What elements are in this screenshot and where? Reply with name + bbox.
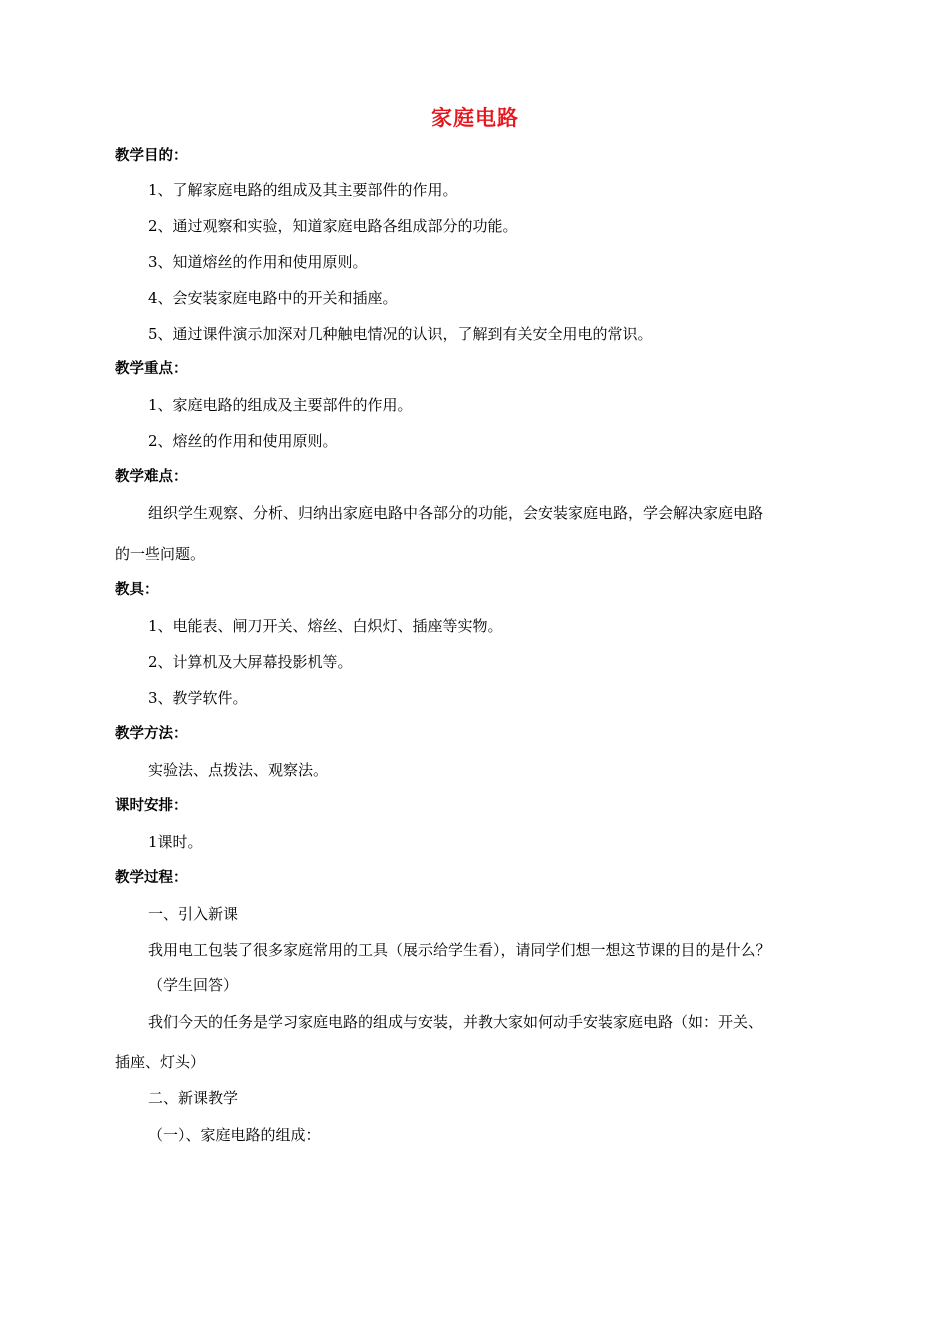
key-point-item: 2、熔丝的作用和使用原则。 [148,432,338,450]
objective-item: 4、会安装家庭电路中的开关和插座。 [148,289,398,307]
page-title: 家庭电路 [431,105,519,130]
process-intro-paragraph-cont: 插座、灯头） [115,1053,206,1071]
schedule-text: 1课时。 [148,833,203,851]
section-heading-tools: 教具： [115,582,159,598]
process-intro-paragraph-cont: （学生回答） [148,976,239,994]
section-heading-objectives: 教学目的： [115,148,188,164]
tool-item: 1、电能表、闸刀开关、熔丝、白炽灯、插座等实物。 [148,617,503,635]
objective-item: 5、通过课件演示加深对几种触电情况的认识，了解到有关安全用电的常识。 [148,325,653,343]
section-heading-schedule: 课时安排： [115,798,188,814]
process-new-lesson-title: 二、新课教学 [148,1089,239,1107]
process-intro-paragraph: 我用电工包装了很多家庭常用的工具（展示给学生看），请同学们想一想这节课的目的是什么？ [148,941,771,959]
tool-item: 3、教学软件。 [148,689,248,707]
objective-item: 2、通过观察和实验，知道家庭电路各组成部分的功能。 [148,217,518,235]
difficulty-text-cont: 的一些问题。 [115,545,206,563]
section-heading-difficulties: 教学难点： [115,469,188,485]
section-heading-key-points: 教学重点： [115,361,188,377]
section-heading-process: 教学过程： [115,870,188,886]
difficulty-text: 组织学生观察、分析、归纳出家庭电路中各部分的功能，会安装家庭电路，学会解决家庭电路 [148,504,764,522]
tool-item: 2、计算机及大屏幕投影机等。 [148,653,353,671]
objective-item: 1、了解家庭电路的组成及其主要部件的作用。 [148,181,458,199]
process-subsection-title: （一）、家庭电路的组成： [148,1126,321,1144]
methods-text: 实验法、点拨法、观察法。 [148,761,329,779]
section-heading-methods: 教学方法： [115,726,188,742]
key-point-item: 1、家庭电路的组成及主要部件的作用。 [148,396,413,414]
objective-item: 3、知道熔丝的作用和使用原则。 [148,253,368,271]
process-intro-paragraph: 我们今天的任务是学习家庭电路的组成与安装，并教大家如何动手安装家庭电路（如：开关、 [148,1013,764,1031]
process-intro-title: 一、引入新课 [148,905,239,923]
